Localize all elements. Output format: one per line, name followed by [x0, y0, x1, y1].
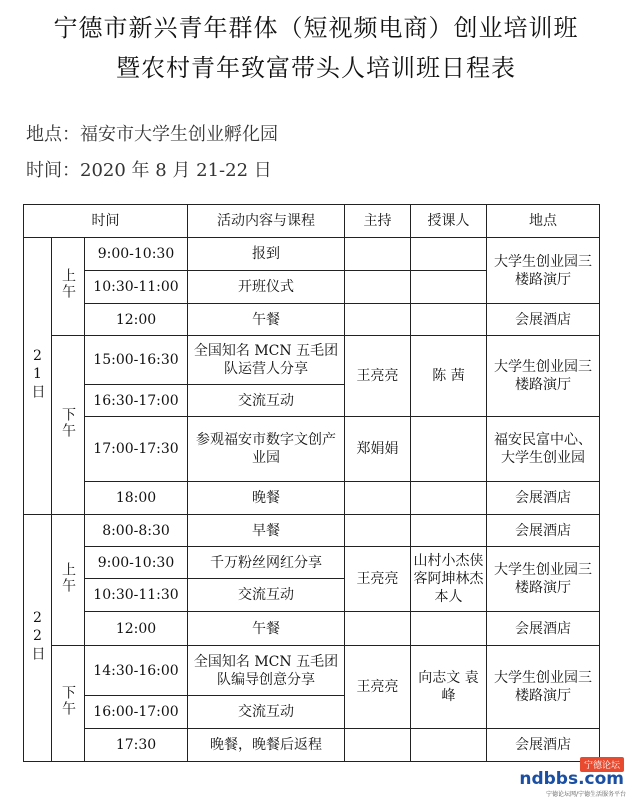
venue-cell: 福安民富中心、大学生创业园: [487, 417, 600, 482]
watermark-brand: ndbbs.com: [519, 769, 624, 789]
activity-cell: 早餐: [188, 515, 345, 547]
period-cell-am-22: [52, 515, 85, 646]
host-cell: 郑娟娟: [345, 417, 411, 482]
venue-cell: 大学生创业园三楼路演厅: [487, 547, 600, 612]
time-cell: 16:30-17:00: [85, 385, 188, 417]
activity-cell: 交流互动: [188, 696, 345, 729]
time-cell: 8:00-8:30: [85, 515, 188, 547]
lecturer-cell: [411, 304, 487, 336]
activity-cell: 交流互动: [188, 385, 345, 417]
host-cell: [345, 729, 411, 762]
venue-cell: 大学生创业园三楼路演厅: [487, 646, 600, 729]
watermark-tag: 宁德论坛: [580, 757, 624, 772]
lecturer-cell: 山村小杰侠客阿坤林杰本人: [411, 547, 487, 612]
period-cell-am-21: [52, 238, 85, 336]
period-label: 下午: [60, 685, 76, 717]
table-row: [24, 515, 600, 547]
venue-cell: 会展酒店: [487, 729, 600, 762]
time-cell: 12:00: [85, 304, 188, 336]
host-cell: 王亮亮: [345, 547, 411, 612]
time-cell: 14:30-16:00: [85, 646, 188, 696]
time-cell: 10:30-11:00: [85, 271, 188, 304]
page-title-line2: 暨农村青年致富带头人培训班日程表: [116, 54, 516, 82]
time-cell: 17:30: [85, 729, 188, 762]
activity-cell: 交流互动: [188, 579, 345, 612]
lecturer-cell: 陈 茜: [411, 336, 487, 417]
header-venue: 地点: [487, 205, 600, 238]
venue-cell: 大学生创业园三楼路演厅: [487, 336, 600, 417]
time-cell: 17:00-17:30: [85, 417, 188, 482]
activity-cell: 全国知名 MCN 五毛团队运营人分享: [188, 336, 345, 385]
activity-cell: 午餐: [188, 612, 345, 646]
watermark-sub: 宁德论坛网/宁德生活服务平台: [545, 791, 626, 798]
header-activity: 活动内容与课程: [188, 205, 345, 238]
time-cell: 12:00: [85, 612, 188, 646]
table-row: [24, 336, 600, 385]
table-row: [24, 304, 600, 336]
header-row: [24, 205, 600, 238]
activity-cell: 千万粉丝网红分享: [188, 547, 345, 579]
venue-cell: 会展酒店: [487, 304, 600, 336]
lecturer-cell: [411, 612, 487, 646]
table-row: [24, 547, 600, 579]
time-cell: 9:00-10:30: [85, 547, 188, 579]
venue-cell: 会展酒店: [487, 612, 600, 646]
lecturer-cell: [411, 417, 487, 482]
table-row: [24, 417, 600, 482]
activity-cell: 开班仪式: [188, 271, 345, 304]
time-cell: 9:00-10:30: [85, 238, 188, 271]
lecturer-cell: [411, 729, 487, 762]
table-row: [24, 612, 600, 646]
lecturer-cell: [411, 271, 487, 304]
day-label-22: 22日: [29, 609, 46, 662]
venue-cell: 大学生创业园三楼路演厅: [487, 238, 600, 304]
schedule-table: [23, 204, 600, 762]
host-cell: [345, 482, 411, 515]
time-cell: 15:00-16:30: [85, 336, 188, 385]
activity-cell: 全国知名 MCN 五毛团队编导创意分享: [188, 646, 345, 696]
time-cell: 18:00: [85, 482, 188, 515]
header-time: 时间: [24, 205, 188, 238]
host-cell: [345, 238, 411, 271]
table-row: [24, 646, 600, 696]
page-title-line1: 宁德市新兴青年群体（短视频电商）创业培训班: [53, 14, 579, 42]
activity-cell: 晚餐，晚餐后返程: [188, 729, 345, 762]
host-cell: [345, 515, 411, 547]
time-cell: 10:30-11:30: [85, 579, 188, 612]
site-watermark: [519, 757, 626, 798]
period-cell-pm-22: [52, 646, 85, 762]
day-label-21: 21日: [29, 347, 46, 400]
venue-cell: 会展酒店: [487, 482, 600, 515]
activity-cell: 报到: [188, 238, 345, 271]
host-cell: 王亮亮: [345, 646, 411, 729]
table-row: [24, 729, 600, 762]
table-row: [24, 482, 600, 515]
host-cell: [345, 612, 411, 646]
day-cell-22: [24, 515, 52, 762]
period-cell-pm-21: [52, 336, 85, 515]
venue-cell: 会展酒店: [487, 515, 600, 547]
activity-cell: 晚餐: [188, 482, 345, 515]
header-lecturer: 授课人: [411, 205, 487, 238]
day-cell-21: [24, 238, 52, 515]
host-cell: 王亮亮: [345, 336, 411, 417]
activity-cell: 参观福安市数字文创产业园: [188, 417, 345, 482]
location-line: 地点：福安市大学生创业孵化园: [26, 124, 278, 145]
table-row: [24, 238, 600, 271]
period-label: 上午: [60, 561, 76, 594]
time-cell: 16:00-17:00: [85, 696, 188, 729]
time-line: 时间：2020 年 8 月 21-22 日: [26, 160, 272, 181]
lecturer-cell: [411, 515, 487, 547]
header-host: 主持: [345, 205, 411, 238]
lecturer-cell: 向志文 袁 峰: [411, 646, 487, 729]
activity-cell: 午餐: [188, 304, 345, 336]
lecturer-cell: [411, 238, 487, 271]
period-label: 下午: [60, 406, 76, 439]
period-label: 上午: [60, 268, 76, 300]
host-cell: [345, 304, 411, 336]
host-cell: [345, 271, 411, 304]
lecturer-cell: [411, 482, 487, 515]
